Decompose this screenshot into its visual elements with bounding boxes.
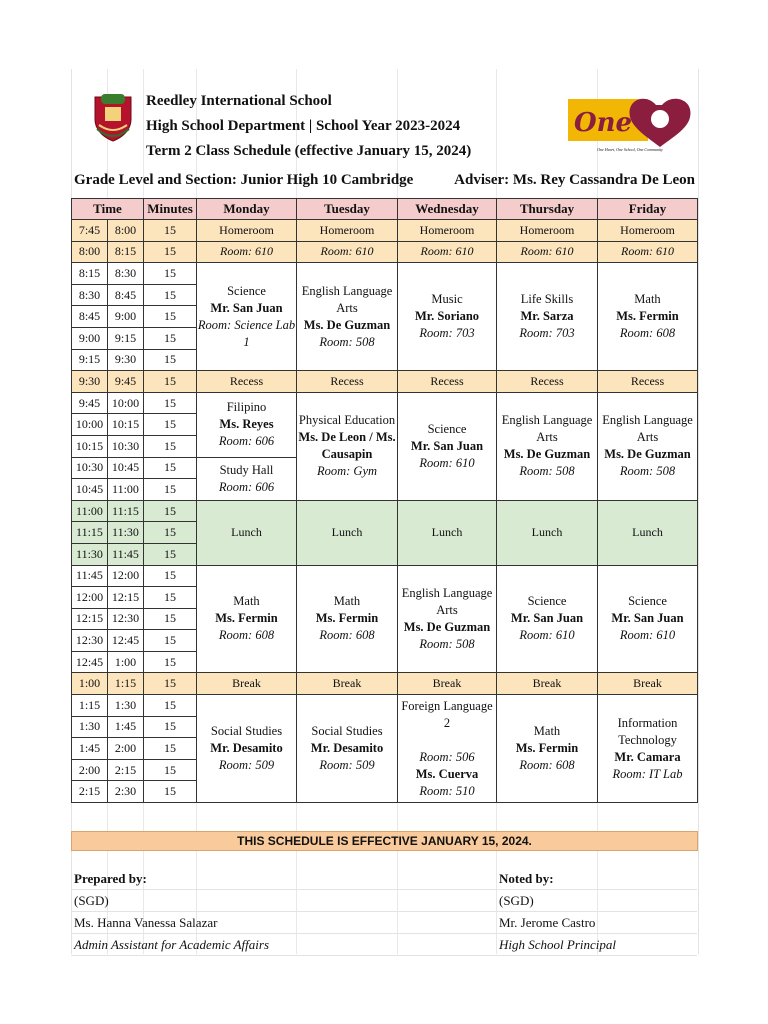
time-start: 12:15 <box>72 608 108 630</box>
subject: Science <box>227 283 266 298</box>
subject: Social Studies <box>311 724 383 739</box>
noted-title: High School Principal <box>499 937 616 952</box>
time-start: 1:00 <box>72 673 108 695</box>
time-end: 9:45 <box>108 371 144 393</box>
grade-section: Grade Level and Section: Junior High 10 Cambridge <box>74 172 414 188</box>
class-cell-wednesday <box>398 695 497 803</box>
effective-notice: THIS SCHEDULE IS EFFECTIVE JANUARY 15, 2024. <box>71 831 698 851</box>
room: Room: 608 <box>319 628 375 643</box>
subject: Physical Education <box>298 413 396 428</box>
minutes: 15 <box>144 479 197 501</box>
teacher: Ms. Fermin <box>515 741 579 756</box>
class-cell-thursday <box>497 565 598 673</box>
subject: English Language Arts <box>301 283 393 315</box>
prepared-title: Admin Assistant for Academic Affairs <box>74 937 270 952</box>
room: Room: 606 <box>218 479 275 494</box>
subject: Science <box>527 594 567 609</box>
break-cell: Break <box>197 673 297 695</box>
room: Room: 610 <box>419 455 475 470</box>
minutes: 15 <box>144 738 197 760</box>
school-name: Reedley International School <box>146 93 332 109</box>
minutes: 15 <box>144 392 197 414</box>
time-end: 2:15 <box>108 759 144 781</box>
time-start: 2:00 <box>72 759 108 781</box>
adviser: Adviser: Ms. Rey Cassandra De Leon <box>454 172 695 188</box>
homeroom-room: Room: 610 <box>398 241 497 263</box>
header-titles <box>146 89 471 164</box>
minutes: 15 <box>144 371 197 393</box>
minutes: 15 <box>144 673 197 695</box>
table-row <box>72 263 698 285</box>
noted-sgd: (SGD) <box>499 893 534 908</box>
room: Room: 610 <box>519 628 575 643</box>
time-end: 2:30 <box>108 781 144 803</box>
minutes: 15 <box>144 241 197 263</box>
time-start: 12:30 <box>72 630 108 652</box>
minutes: 15 <box>144 284 197 306</box>
time-end: 9:30 <box>108 349 144 371</box>
class-cell-friday <box>598 263 698 371</box>
logo-text: One <box>574 108 633 138</box>
lunch-cell: Lunch <box>598 500 698 565</box>
col-header-monday: Monday <box>197 199 297 220</box>
teacher: Mr. Sarza <box>520 309 574 324</box>
class-cell-friday <box>598 392 698 500</box>
break-cell: Break <box>297 673 398 695</box>
time-start: 7:45 <box>72 220 108 242</box>
time-start: 9:15 <box>72 349 108 371</box>
teacher: Mr. Camara <box>614 749 681 764</box>
time-start: 12:45 <box>72 651 108 673</box>
subject: English Language Arts <box>501 413 593 445</box>
time-start: 11:45 <box>72 565 108 587</box>
room: Room: 508 <box>419 636 475 651</box>
time-end: 11:45 <box>108 543 144 565</box>
col-header-minutes: Minutes <box>144 199 197 220</box>
term-line: Term 2 Class Schedule (effective January 15, 2024) <box>146 143 472 159</box>
class-cell-monday <box>197 695 297 803</box>
col-header-tuesday: Tuesday <box>297 199 398 220</box>
teacher: Ms. De Guzman <box>303 317 391 332</box>
teacher: Ms. Cuerva <box>415 766 479 781</box>
minutes: 15 <box>144 759 197 781</box>
time-start: 9:45 <box>72 392 108 414</box>
time-start: 1:30 <box>72 716 108 738</box>
minutes: 15 <box>144 587 197 609</box>
minutes: 15 <box>144 630 197 652</box>
subject: Life Skills <box>520 292 574 307</box>
teacher: Ms. Fermin <box>315 611 379 626</box>
minutes: 15 <box>144 522 197 544</box>
prepared-sgd: (SGD) <box>74 893 109 908</box>
minutes: 15 <box>144 716 197 738</box>
time-start: 11:15 <box>72 522 108 544</box>
table-row <box>72 371 698 393</box>
department-line: High School Department | School Year 2023-2024 <box>146 118 461 134</box>
table-row <box>72 673 698 695</box>
teacher: Mr. San Juan <box>410 438 484 453</box>
table-row <box>72 220 698 242</box>
time-end: 1:00 <box>108 651 144 673</box>
class-cell-friday <box>598 695 698 803</box>
teacher: Mr. Desamito <box>210 741 283 756</box>
room: Room: 506 <box>419 749 475 764</box>
lunch-cell: Lunch <box>398 500 497 565</box>
footer-row <box>71 890 697 912</box>
lunch-cell: Lunch <box>297 500 398 565</box>
prepared-name: Ms. Hanna Vanessa Salazar <box>74 915 218 930</box>
logo-caption: One Heart, One School, One Community <box>597 147 663 152</box>
room: Room: 509 <box>319 758 375 773</box>
homeroom-cell: Homeroom <box>197 220 297 242</box>
teacher: Mr. San Juan <box>611 611 684 626</box>
minutes: 15 <box>144 457 197 479</box>
table-row <box>72 500 698 522</box>
time-end: 11:30 <box>108 522 144 544</box>
document-header <box>71 69 697 164</box>
minutes: 15 <box>144 220 197 242</box>
teacher: Mr. San Juan <box>210 300 283 315</box>
room: Room: 608 <box>619 326 676 341</box>
minutes: 15 <box>144 500 197 522</box>
time-end: 10:30 <box>108 435 144 457</box>
time-start: 8:30 <box>72 284 108 306</box>
class-cell-thursday <box>497 695 598 803</box>
time-end: 10:00 <box>108 392 144 414</box>
class-cell-tuesday <box>297 392 398 500</box>
time-start: 10:15 <box>72 435 108 457</box>
noted-name: Mr. Jerome Castro <box>499 915 596 930</box>
subject: English Language Arts <box>401 585 493 617</box>
table-row <box>72 241 698 263</box>
class-cell-thursday <box>497 263 598 371</box>
subject: Science <box>427 421 467 436</box>
subject: Science <box>628 594 667 609</box>
homeroom-cell: Homeroom <box>297 220 398 242</box>
time-end: 2:00 <box>108 738 144 760</box>
minutes: 15 <box>144 263 197 285</box>
teacher: Mr. San Juan <box>510 611 584 626</box>
class-cell-wednesday <box>398 565 497 673</box>
subject: Study Hall <box>219 462 274 477</box>
homeroom-room: Room: 610 <box>598 241 698 263</box>
recess-cell: Recess <box>598 371 698 393</box>
time-end: 11:00 <box>108 479 144 501</box>
time-start: 8:00 <box>72 241 108 263</box>
recess-cell: Recess <box>398 371 497 393</box>
subject: Math <box>634 292 661 307</box>
room: Room: 509 <box>218 758 275 773</box>
minutes: 15 <box>144 306 197 328</box>
footer-row <box>71 934 697 956</box>
room: Room: 608 <box>519 758 575 773</box>
time-end: 11:15 <box>108 500 144 522</box>
room: Room: IT Lab <box>612 766 683 781</box>
minutes: 15 <box>144 651 197 673</box>
room: Room: 610 <box>619 628 676 643</box>
subject: Math <box>533 724 561 739</box>
time-start: 1:15 <box>72 695 108 717</box>
time-end: 9:00 <box>108 306 144 328</box>
time-end: 12:45 <box>108 630 144 652</box>
subject: Music <box>431 292 463 307</box>
minutes: 15 <box>144 327 197 349</box>
room: Room: Science Lab 1 <box>197 317 296 349</box>
recess-cell: Recess <box>497 371 598 393</box>
time-start: 2:15 <box>72 781 108 803</box>
teacher: Ms. Fermin <box>215 611 278 626</box>
schedule-table <box>71 198 698 803</box>
signature-footer <box>71 868 697 956</box>
time-end: 12:30 <box>108 608 144 630</box>
recess-cell: Recess <box>297 371 398 393</box>
minutes: 15 <box>144 695 197 717</box>
room: Room: 606 <box>218 434 275 449</box>
time-start: 11:30 <box>72 543 108 565</box>
time-end: 12:15 <box>108 587 144 609</box>
noted-label: Noted by: <box>499 871 554 886</box>
time-end: 8:45 <box>108 284 144 306</box>
teacher: Mr. Soriano <box>414 309 480 324</box>
subject: Filipino <box>226 400 267 415</box>
teacher: Mr. Desamito <box>310 741 384 756</box>
room: Room: 703 <box>519 326 575 341</box>
grade-adviser-row <box>71 168 697 192</box>
break-cell: Break <box>398 673 497 695</box>
time-start: 8:15 <box>72 263 108 285</box>
recess-cell: Recess <box>197 371 297 393</box>
time-end: 8:00 <box>108 220 144 242</box>
col-header-friday: Friday <box>598 199 698 220</box>
time-end: 1:45 <box>108 716 144 738</box>
class-cell-monday-study-hall <box>197 457 297 500</box>
room: Room: 508 <box>519 464 575 479</box>
minutes: 15 <box>144 608 197 630</box>
schedule-sheet <box>71 69 697 803</box>
class-cell-tuesday <box>297 565 398 673</box>
table-header-row <box>72 199 698 220</box>
class-cell-thursday <box>497 392 598 500</box>
time-start: 12:00 <box>72 587 108 609</box>
class-cell-tuesday <box>297 263 398 371</box>
break-cell: Break <box>598 673 698 695</box>
subject: Math <box>333 594 361 609</box>
teacher: Ms. De Leon / Ms. Causapin <box>298 430 396 462</box>
table-row <box>72 565 698 587</box>
class-cell-friday <box>598 565 698 673</box>
col-header-wednesday: Wednesday <box>398 199 497 220</box>
time-end: 8:15 <box>108 241 144 263</box>
teacher: Ms. De Guzman <box>503 447 591 462</box>
class-cell-wednesday <box>398 263 497 371</box>
teacher: Ms. Reyes <box>219 417 274 432</box>
homeroom-cell: Homeroom <box>398 220 497 242</box>
prepared-label: Prepared by: <box>74 871 147 886</box>
time-end: 9:15 <box>108 327 144 349</box>
minutes: 15 <box>144 543 197 565</box>
room: Room: 508 <box>319 334 375 349</box>
subject: Information Technology <box>617 715 678 747</box>
homeroom-room: Room: 610 <box>497 241 598 263</box>
time-end: 1:30 <box>108 695 144 717</box>
room: Room: Gym <box>316 464 378 479</box>
class-cell-monday <box>197 263 297 371</box>
spacer <box>398 732 496 749</box>
homeroom-room: Room: 610 <box>297 241 398 263</box>
subject: English Language Arts <box>602 413 693 445</box>
minutes: 15 <box>144 435 197 457</box>
teacher: Ms. Fermin <box>616 309 679 324</box>
time-start: 10:30 <box>72 457 108 479</box>
room: Room: 703 <box>419 326 475 341</box>
homeroom-cell: Homeroom <box>497 220 598 242</box>
lunch-cell: Lunch <box>197 500 297 565</box>
col-header-thursday: Thursday <box>497 199 598 220</box>
break-cell: Break <box>497 673 598 695</box>
footer-row <box>71 868 697 890</box>
homeroom-cell: Homeroom <box>598 220 698 242</box>
class-cell-tuesday <box>297 695 398 803</box>
time-start: 8:45 <box>72 306 108 328</box>
school-crest-icon <box>89 91 137 143</box>
time-end: 10:45 <box>108 457 144 479</box>
time-start: 9:00 <box>72 327 108 349</box>
room: Room: 508 <box>619 464 676 479</box>
footer-row <box>71 912 697 934</box>
class-cell-wednesday <box>398 392 497 500</box>
time-end: 10:15 <box>108 414 144 436</box>
room-secondary: Room: 510 <box>419 783 475 798</box>
minutes: 15 <box>144 781 197 803</box>
table-row <box>72 695 698 717</box>
minutes: 15 <box>144 565 197 587</box>
time-start: 9:30 <box>72 371 108 393</box>
room: Room: 608 <box>218 628 275 643</box>
table-row <box>72 392 698 414</box>
time-start: 1:45 <box>72 738 108 760</box>
col-header-time: Time <box>72 199 144 220</box>
class-cell-monday <box>197 392 297 457</box>
time-end: 8:30 <box>108 263 144 285</box>
minutes: 15 <box>144 349 197 371</box>
class-cell-monday <box>197 565 297 673</box>
time-start: 10:45 <box>72 479 108 501</box>
time-start: 11:00 <box>72 500 108 522</box>
lunch-cell: Lunch <box>497 500 598 565</box>
minutes: 15 <box>144 414 197 436</box>
subject: Social Studies <box>210 724 283 739</box>
homeroom-room: Room: 610 <box>197 241 297 263</box>
time-start: 10:00 <box>72 414 108 436</box>
teacher: Ms. De Guzman <box>604 447 691 462</box>
time-end: 12:00 <box>108 565 144 587</box>
subject: Foreign Language 2 <box>401 698 493 730</box>
teacher: Ms. De Guzman <box>403 619 491 634</box>
time-end: 1:15 <box>108 673 144 695</box>
subject: Math <box>233 594 260 609</box>
